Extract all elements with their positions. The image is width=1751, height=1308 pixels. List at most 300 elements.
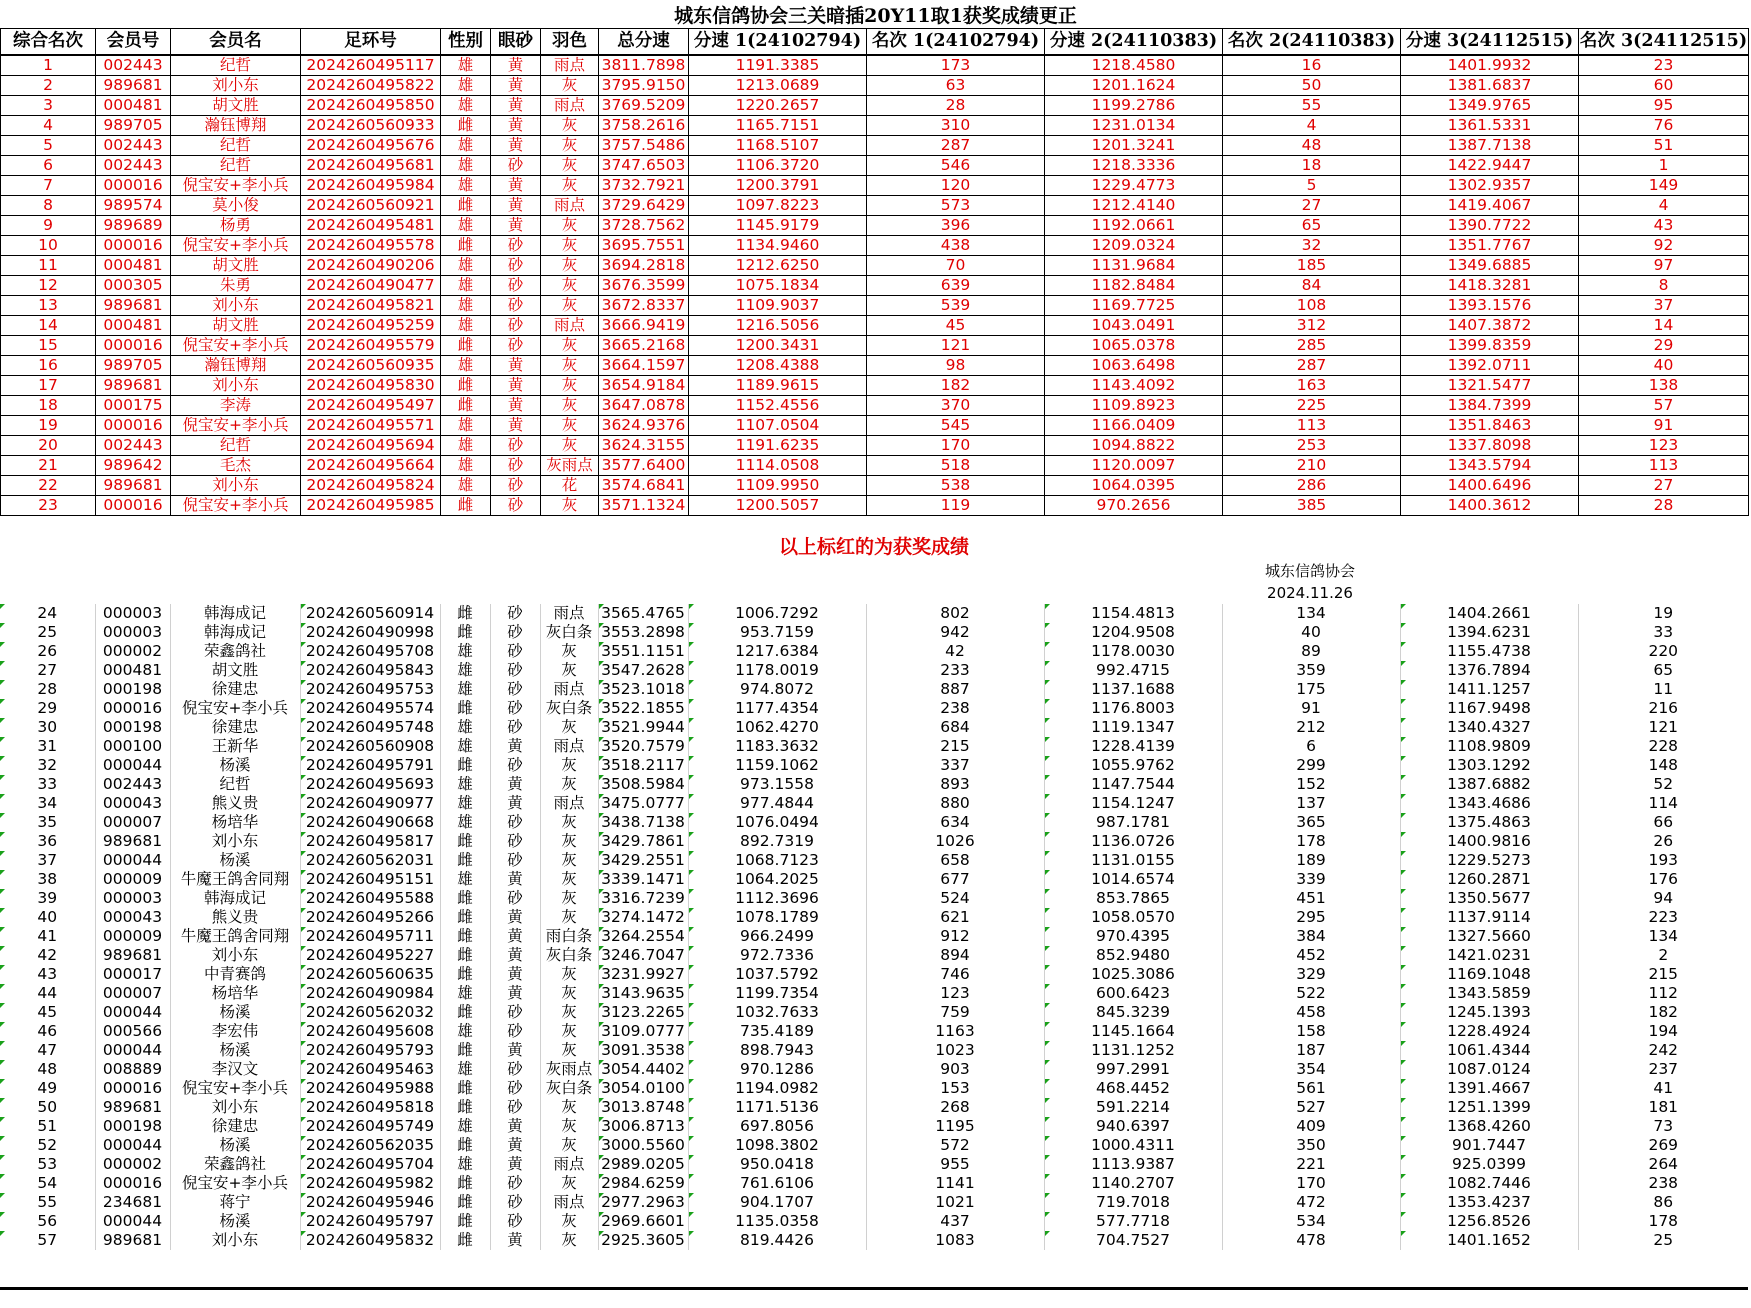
table-cell[interactable]: 912 [866,927,1044,946]
table-cell[interactable]: 黄 [491,76,541,96]
table-cell[interactable]: 121 [867,336,1045,356]
table-cell[interactable]: 000043 [95,908,170,927]
table-cell[interactable]: 148 [1578,756,1748,775]
table-cell[interactable]: 7 [1,176,96,196]
table-cell[interactable]: 灰白条 [540,1079,598,1098]
table-cell[interactable]: 灰 [541,116,599,136]
table-cell[interactable]: 砂 [491,336,541,356]
table-cell[interactable]: 210 [1223,456,1401,476]
table-cell[interactable]: 451 [1222,889,1400,908]
table-cell[interactable]: 1068.7123 [688,851,866,870]
table-cell[interactable]: 134 [1222,604,1400,623]
table-cell[interactable]: 1200.3431 [689,336,867,356]
table-cell[interactable]: 46 [0,1022,95,1041]
table-cell[interactable]: 1404.2661 [1400,604,1578,623]
table-cell[interactable]: 518 [867,456,1045,476]
table-cell[interactable]: 1391.4667 [1400,1079,1578,1098]
table-cell[interactable]: 倪宝安+李小兵 [171,236,301,256]
table-cell[interactable]: 904.1707 [688,1193,866,1212]
table-cell[interactable]: 黄 [490,984,540,1003]
table-cell[interactable]: 1213.0689 [689,76,867,96]
table-cell[interactable]: 1220.2657 [689,96,867,116]
table-cell[interactable]: 000007 [95,813,170,832]
table-cell[interactable]: 37 [0,851,95,870]
table-cell[interactable]: 雨白条 [540,927,598,946]
table-cell[interactable]: 1171.5136 [688,1098,866,1117]
table-cell[interactable]: 雄 [441,216,491,236]
table-cell[interactable]: 32 [0,756,95,775]
table-cell[interactable]: 2024260495704 [300,1155,440,1174]
table-cell[interactable]: 21 [1,456,96,476]
table-cell[interactable]: 3109.0777 [598,1022,688,1041]
table-cell[interactable]: 1113.9387 [1044,1155,1222,1174]
table-cell[interactable]: 182 [1578,1003,1748,1022]
table-cell[interactable]: 1145.1664 [1044,1022,1222,1041]
table-cell[interactable]: 1199.7354 [688,984,866,1003]
table-cell[interactable]: 雄 [440,1117,490,1136]
table-cell[interactable]: 359 [1222,661,1400,680]
table-cell[interactable]: 000002 [95,1155,170,1174]
table-cell[interactable]: 2024260495984 [301,176,441,196]
table-cell[interactable]: 1098.3802 [688,1136,866,1155]
table-cell[interactable]: 1401.1652 [1400,1231,1578,1250]
table-cell[interactable]: 000016 [95,1079,170,1098]
table-cell[interactable]: 黄 [490,908,540,927]
table-cell[interactable]: 黄 [490,965,540,984]
table-cell[interactable]: 1131.1252 [1044,1041,1222,1060]
table-cell[interactable]: 000044 [95,756,170,775]
table-cell[interactable]: 114 [1578,794,1748,813]
table-cell[interactable]: 砂 [491,436,541,456]
table-cell[interactable]: 1083 [866,1231,1044,1250]
table-cell[interactable]: 538 [867,476,1045,496]
table-cell[interactable]: 704.7527 [1044,1231,1222,1250]
table-cell[interactable]: 989681 [96,376,171,396]
table-cell[interactable]: 1107.0504 [689,416,867,436]
table-cell[interactable]: 000002 [95,642,170,661]
table-cell[interactable]: 1 [1,55,96,76]
table-cell[interactable]: 3000.5560 [598,1136,688,1155]
table-cell[interactable]: 雨点 [541,196,599,216]
table-cell[interactable]: 950.0418 [688,1155,866,1174]
table-cell[interactable]: 1376.7894 [1400,661,1578,680]
table-cell[interactable]: 2024260562031 [300,851,440,870]
table-cell[interactable]: 45 [867,316,1045,336]
table-cell[interactable]: 黄 [491,376,541,396]
table-cell[interactable]: 41 [1578,1079,1748,1098]
table-cell[interactable]: 539 [867,296,1045,316]
table-cell[interactable]: 3521.9944 [598,718,688,737]
table-cell[interactable]: 砂 [490,756,540,775]
table-cell[interactable]: 1251.1399 [1400,1098,1578,1117]
table-cell[interactable]: 3577.6400 [599,456,689,476]
table-cell[interactable]: 砂 [490,1060,540,1079]
table-cell[interactable]: 223 [1578,908,1748,927]
table-cell[interactable]: 524 [866,889,1044,908]
table-cell[interactable]: 000044 [95,851,170,870]
table-cell[interactable]: 2024260562032 [300,1003,440,1022]
table-cell[interactable]: 2024260490668 [300,813,440,832]
table-cell[interactable]: 雄 [440,642,490,661]
table-cell[interactable]: 35 [0,813,95,832]
table-cell[interactable]: 1204.9508 [1044,623,1222,642]
table-cell[interactable]: 719.7018 [1044,1193,1222,1212]
table-cell[interactable]: 灰 [540,965,598,984]
table-cell[interactable]: 砂 [491,236,541,256]
table-cell[interactable]: 雌 [441,496,491,516]
table-cell[interactable]: 2024260495797 [300,1212,440,1231]
table-cell[interactable]: 2024260495843 [300,661,440,680]
table-cell[interactable]: 138 [1579,376,1749,396]
table-cell[interactable]: 137 [1222,794,1400,813]
table-cell[interactable]: 901.7447 [1400,1136,1578,1155]
table-cell[interactable]: 3429.7861 [598,832,688,851]
table-cell[interactable]: 1120.0097 [1045,456,1223,476]
table-cell[interactable]: 黄 [491,116,541,136]
table-cell[interactable]: 1343.5794 [1401,456,1579,476]
table-cell[interactable]: 黄 [491,55,541,76]
table-cell[interactable]: 268 [866,1098,1044,1117]
table-cell[interactable]: 185 [1223,256,1401,276]
table-cell[interactable]: 灰 [541,256,599,276]
table-cell[interactable]: 1055.9762 [1044,756,1222,775]
table-cell[interactable]: 2024260495749 [300,1117,440,1136]
table-cell[interactable]: 339 [1222,870,1400,889]
table-cell[interactable]: 989681 [96,476,171,496]
table-cell[interactable]: 雄 [441,76,491,96]
table-cell[interactable]: 1176.8003 [1044,699,1222,718]
table-cell[interactable]: 1135.0358 [688,1212,866,1231]
table-cell[interactable]: 2024260495850 [301,96,441,116]
table-cell[interactable]: 55 [1223,96,1401,116]
table-cell[interactable]: 903 [866,1060,1044,1079]
table-cell[interactable]: 黄 [491,176,541,196]
table-cell[interactable]: 纪哲 [171,156,301,176]
table-cell[interactable]: 雌 [440,946,490,965]
table-cell[interactable]: 189 [1222,851,1400,870]
table-cell[interactable]: 000198 [95,1117,170,1136]
table-cell[interactable]: 灰 [541,236,599,256]
table-cell[interactable]: 11 [1,256,96,276]
table-cell[interactable]: 1023 [866,1041,1044,1060]
table-cell[interactable]: 3006.8713 [598,1117,688,1136]
table-cell[interactable]: 瀚钰博翔 [171,116,301,136]
table-cell[interactable]: 119 [867,496,1045,516]
table-cell[interactable]: 194 [1578,1022,1748,1041]
table-cell[interactable]: 123 [1579,436,1749,456]
table-cell[interactable]: 299 [1222,756,1400,775]
table-cell[interactable]: 545 [867,416,1045,436]
table-cell[interactable]: 1411.1257 [1400,680,1578,699]
column-header[interactable]: 名次 3(24112515) [1579,29,1749,56]
table-cell[interactable]: 17 [1,376,96,396]
table-cell[interactable]: 43 [1579,216,1749,236]
table-cell[interactable]: 灰 [541,396,599,416]
table-cell[interactable]: 123 [866,984,1044,1003]
table-cell[interactable]: 000016 [96,236,171,256]
table-cell[interactable]: 雨点 [540,1155,598,1174]
table-cell[interactable]: 970.2656 [1045,496,1223,516]
table-cell[interactable]: 1134.9460 [689,236,867,256]
table-cell[interactable]: 149 [1579,176,1749,196]
table-cell[interactable]: 1393.1576 [1401,296,1579,316]
table-cell[interactable]: 1191.3385 [689,55,867,76]
table-cell[interactable]: 3547.2628 [598,661,688,680]
table-cell[interactable]: 1302.9357 [1401,176,1579,196]
table-cell[interactable]: 3694.2818 [599,256,689,276]
table-cell[interactable]: 264 [1578,1155,1748,1174]
table-cell[interactable]: 黄 [490,794,540,813]
table-cell[interactable]: 5 [1223,176,1401,196]
table-cell[interactable]: 894 [866,946,1044,965]
table-cell[interactable]: 1021 [866,1193,1044,1212]
table-cell[interactable]: 灰 [541,136,599,156]
table-cell[interactable]: 1260.2871 [1400,870,1578,889]
table-cell[interactable]: 灰 [541,76,599,96]
table-cell[interactable]: 120 [867,176,1045,196]
table-cell[interactable]: 3316.7239 [598,889,688,908]
table-cell[interactable]: 285 [1223,336,1401,356]
table-cell[interactable]: 113 [1579,456,1749,476]
table-cell[interactable]: 灰 [541,216,599,236]
table-cell[interactable]: 26 [1578,832,1748,851]
table-cell[interactable]: 灰 [541,356,599,376]
table-cell[interactable]: 3523.1018 [598,680,688,699]
table-cell[interactable]: 1337.8098 [1401,436,1579,456]
table-cell[interactable]: 1097.8223 [689,196,867,216]
table-cell[interactable]: 000009 [95,927,170,946]
table-cell[interactable]: 2024260495748 [300,718,440,737]
table-cell[interactable]: 3672.8337 [599,296,689,316]
table-cell[interactable]: 雄 [441,476,491,496]
table-cell[interactable]: 1343.5859 [1400,984,1578,1003]
table-cell[interactable]: 287 [1223,356,1401,376]
table-cell[interactable]: 雌 [440,1079,490,1098]
table-cell[interactable]: 雄 [441,156,491,176]
table-cell[interactable]: 970.4395 [1044,927,1222,946]
table-cell[interactable]: 468.4452 [1044,1079,1222,1098]
table-cell[interactable]: 942 [866,623,1044,642]
table-cell[interactable]: 雄 [440,718,490,737]
table-cell[interactable]: 莫小俊 [171,196,301,216]
table-cell[interactable]: 1143.4092 [1045,376,1223,396]
table-cell[interactable]: 砂 [490,1212,540,1231]
table-cell[interactable]: 2024260495832 [300,1231,440,1250]
column-header[interactable]: 羽色 [541,29,599,56]
table-cell[interactable]: 41 [0,927,95,946]
table-cell[interactable]: 雄 [440,661,490,680]
table-cell[interactable]: 1191.6235 [689,436,867,456]
table-cell[interactable]: 1154.1247 [1044,794,1222,813]
table-cell[interactable]: 雄 [441,276,491,296]
table-cell[interactable]: 3758.2616 [599,116,689,136]
table-cell[interactable]: 1109.9037 [689,296,867,316]
table-cell[interactable]: 灰 [540,1212,598,1231]
table-cell[interactable]: 880 [866,794,1044,813]
table-cell[interactable]: 121 [1578,718,1748,737]
table-cell[interactable]: 1421.0231 [1400,946,1578,965]
table-cell[interactable]: 48 [1223,136,1401,156]
table-cell[interactable]: 灰 [540,775,598,794]
table-cell[interactable]: 3123.2265 [598,1003,688,1022]
table-cell[interactable]: 000003 [95,889,170,908]
table-cell[interactable]: 452 [1222,946,1400,965]
table-cell[interactable]: 1182.8484 [1045,276,1223,296]
table-cell[interactable]: 000009 [95,870,170,889]
table-cell[interactable]: 2024260495259 [301,316,441,336]
table-cell[interactable]: 176 [1578,870,1748,889]
table-cell[interactable]: 458 [1222,1003,1400,1022]
table-cell[interactable]: 170 [867,436,1045,456]
table-cell[interactable]: 561 [1222,1079,1400,1098]
table-cell[interactable]: 灰 [541,276,599,296]
table-cell[interactable]: 220 [1578,642,1748,661]
table-cell[interactable]: 2024260560635 [300,965,440,984]
table-cell[interactable]: 238 [866,699,1044,718]
table-cell[interactable]: 灰 [541,156,599,176]
table-cell[interactable]: 216 [1578,699,1748,718]
table-cell[interactable]: 3747.6503 [599,156,689,176]
table-cell[interactable]: 灰 [541,176,599,196]
table-cell[interactable]: 1109.8923 [1045,396,1223,416]
column-header[interactable]: 名次 2(24110383) [1223,29,1401,56]
table-cell[interactable]: 39 [0,889,95,908]
table-cell[interactable]: 2024260495151 [300,870,440,889]
table-cell[interactable]: 000043 [95,794,170,813]
table-cell[interactable]: 27 [1579,476,1749,496]
table-cell[interactable]: 雌 [440,1193,490,1212]
table-cell[interactable]: 3666.9419 [599,316,689,336]
table-cell[interactable]: 997.2991 [1044,1060,1222,1079]
table-cell[interactable]: 634 [866,813,1044,832]
table-cell[interactable]: 94 [1578,889,1748,908]
table-cell[interactable]: 1229.5273 [1400,851,1578,870]
table-cell[interactable]: 3013.8748 [598,1098,688,1117]
table-cell[interactable]: 黄 [491,136,541,156]
table-cell[interactable]: 雄 [441,296,491,316]
table-cell[interactable]: 1228.4139 [1044,737,1222,756]
table-cell[interactable]: 113 [1223,416,1401,436]
table-cell[interactable]: 1199.2786 [1045,96,1223,116]
table-cell[interactable]: 1387.6882 [1400,775,1578,794]
column-header[interactable]: 会员名 [171,29,301,56]
table-cell[interactable]: 1131.9684 [1045,256,1223,276]
table-cell[interactable]: 荣鑫鸽社 [170,1155,300,1174]
table-cell[interactable]: 000481 [96,256,171,276]
table-cell[interactable]: 雌 [440,623,490,642]
table-cell[interactable]: 15 [1,336,96,356]
table-cell[interactable]: 1245.1393 [1400,1003,1578,1022]
table-cell[interactable]: 2024260495681 [301,156,441,176]
table-cell[interactable]: 1112.3696 [688,889,866,908]
table-cell[interactable]: 徐建忠 [170,680,300,699]
table-cell[interactable]: 000007 [95,984,170,1003]
table-cell[interactable]: 000044 [95,1003,170,1022]
table-cell[interactable]: 955 [866,1155,1044,1174]
table-cell[interactable]: 2024260562035 [300,1136,440,1155]
table-cell[interactable]: 23 [1,496,96,516]
table-cell[interactable]: 2024260495822 [301,76,441,96]
table-cell[interactable]: 砂 [491,316,541,336]
table-cell[interactable]: 雌 [440,1136,490,1155]
table-cell[interactable]: 73 [1578,1117,1748,1136]
table-cell[interactable]: 灰 [540,661,598,680]
table-cell[interactable]: 2989.0205 [598,1155,688,1174]
table-cell[interactable]: 3091.3538 [598,1041,688,1060]
table-cell[interactable]: 雨点 [541,96,599,116]
table-cell[interactable]: 1109.9950 [689,476,867,496]
table-cell[interactable]: 3264.2554 [598,927,688,946]
table-cell[interactable]: 84 [1223,276,1401,296]
table-cell[interactable]: 砂 [490,1193,540,1212]
table-cell[interactable]: 989681 [95,1231,170,1250]
table-cell[interactable]: 989681 [95,946,170,965]
table-cell[interactable]: 朱勇 [171,276,301,296]
table-cell[interactable]: 倪宝安+李小兵 [171,496,301,516]
table-cell[interactable]: 953.7159 [688,623,866,642]
table-cell[interactable]: 雌 [440,908,490,927]
table-cell[interactable]: 86 [1578,1193,1748,1212]
table-cell[interactable]: 2984.6259 [598,1174,688,1193]
table-cell[interactable]: 175 [1222,680,1400,699]
table-cell[interactable]: 雨点 [540,737,598,756]
table-cell[interactable]: 1200.3791 [689,176,867,196]
table-cell[interactable]: 雄 [441,356,491,376]
table-cell[interactable]: 70 [867,256,1045,276]
table-cell[interactable]: 3811.7898 [599,55,689,76]
table-cell[interactable]: 1166.0409 [1045,416,1223,436]
table-cell[interactable]: 雌 [440,1041,490,1060]
table-cell[interactable]: 灰 [540,1174,598,1193]
table-cell[interactable]: 60 [1579,76,1749,96]
table-cell[interactable]: 雄 [441,316,491,336]
table-cell[interactable]: 2024260495982 [300,1174,440,1193]
table-cell[interactable]: 1078.1789 [688,908,866,927]
table-cell[interactable]: 1401.9932 [1401,55,1579,76]
table-cell[interactable]: 1159.1062 [688,756,866,775]
table-cell[interactable]: 2024260490977 [300,794,440,813]
column-header[interactable]: 会员号 [96,29,171,56]
table-cell[interactable]: 徐建忠 [170,718,300,737]
table-cell[interactable]: 10 [1,236,96,256]
table-cell[interactable]: 37 [1579,296,1749,316]
table-cell[interactable]: 31 [0,737,95,756]
table-cell[interactable]: 2024260495830 [301,376,441,396]
table-cell[interactable]: 刘小东 [170,1098,300,1117]
table-cell[interactable]: 44 [0,984,95,1003]
table-cell[interactable]: 1026 [866,832,1044,851]
table-cell[interactable]: 845.3239 [1044,1003,1222,1022]
table-cell[interactable]: 2 [1578,946,1748,965]
table-cell[interactable]: 29 [1579,336,1749,356]
table-cell[interactable]: 1140.2707 [1044,1174,1222,1193]
table-cell[interactable]: 8 [1,196,96,216]
table-cell[interactable]: 1349.6885 [1401,256,1579,276]
table-cell[interactable]: 38 [0,870,95,889]
table-cell[interactable]: 002443 [96,55,171,76]
table-cell[interactable]: 1209.0324 [1045,236,1223,256]
table-cell[interactable]: 759 [866,1003,1044,1022]
table-cell[interactable]: 砂 [490,604,540,623]
table-cell[interactable]: 灰雨点 [540,1060,598,1079]
table-cell[interactable]: 3520.7579 [598,737,688,756]
table-cell[interactable]: 灰 [540,851,598,870]
table-cell[interactable]: 989642 [96,456,171,476]
table-cell[interactable]: 11 [1578,680,1748,699]
table-cell[interactable]: 3574.6841 [599,476,689,496]
table-cell[interactable]: 2024260495481 [301,216,441,236]
table-cell[interactable]: 3438.7138 [598,813,688,832]
